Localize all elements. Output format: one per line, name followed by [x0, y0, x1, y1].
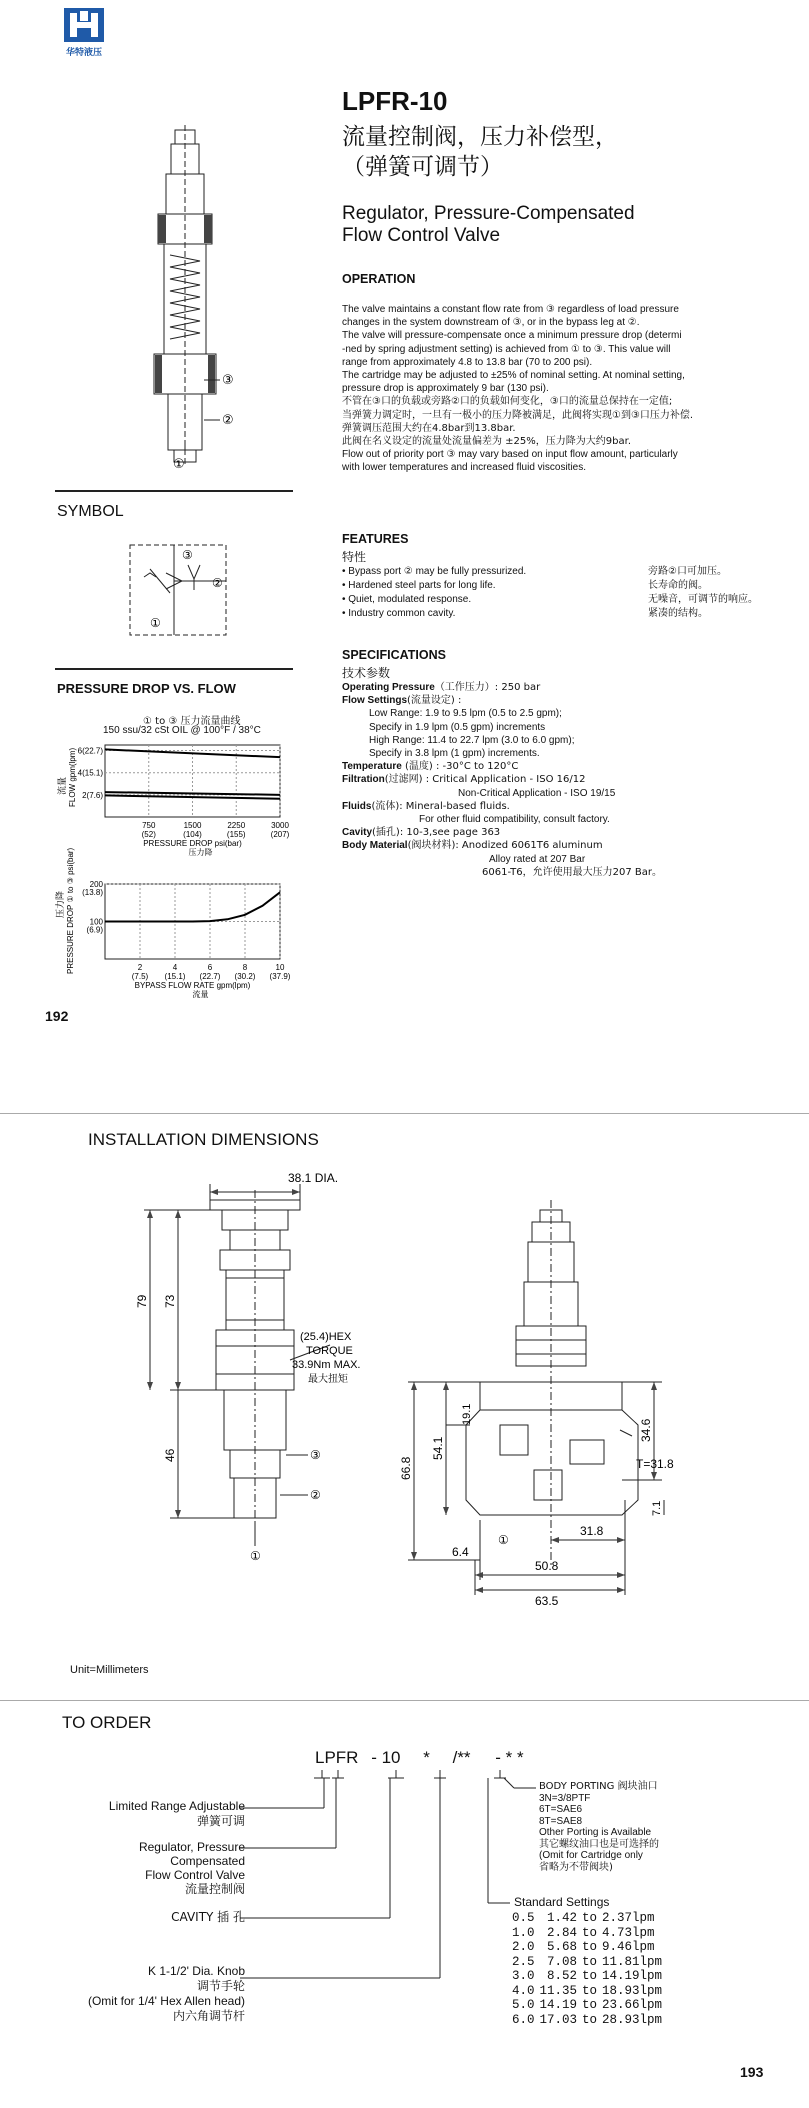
feature-cn: 无噪音，可调节的响应。 — [648, 594, 758, 605]
settings-cell: 17.03 — [539, 2012, 578, 2027]
settings-cell: 0.5 — [512, 1911, 535, 1925]
settings-cell: 9.46lpm — [602, 1940, 655, 1954]
spec-value: Non-Critical Application - ISO 19/15 — [458, 787, 616, 799]
x-tick-sublabel: (30.2) — [234, 972, 256, 981]
y-tick-sublabel: (13.8) — [82, 888, 103, 897]
specifications-list — [342, 681, 662, 879]
feature-item — [342, 607, 782, 621]
dim-54-1: 54.1 — [431, 1436, 445, 1460]
spec-line — [342, 694, 662, 707]
hex-size-label: (25.4)HEX — [300, 1331, 352, 1343]
standard-settings-title: Standard Settings — [514, 1895, 610, 1909]
spec-label: Filtration — [342, 774, 385, 786]
dim-7-1: 7.1 — [651, 1500, 663, 1516]
settings-row — [512, 1969, 667, 1984]
settings-cell: 14.19lpm — [602, 1969, 663, 1983]
x-tick-sublabel: (52) — [141, 830, 156, 839]
dim-73: 73 — [163, 1294, 177, 1308]
features-list — [342, 565, 782, 621]
operation-line: Flow out of priority port ③ may vary based on input flow amount, particularly — [342, 449, 678, 461]
spec-label: Flow Settings — [342, 695, 407, 707]
title-cn-2: （弹簧可调节） — [342, 154, 503, 180]
company-logo — [58, 8, 110, 60]
pressure-drop-vs-bypass-flow-chart — [55, 847, 295, 1014]
title-en-1: Regulator, Pressure-Compensated — [342, 203, 635, 224]
logo-text: 华特液压 — [65, 48, 102, 58]
x-tick-label: 6 — [207, 963, 213, 972]
series-line — [105, 792, 280, 795]
spec-line — [342, 747, 662, 760]
x-tick-label: 1500 — [183, 821, 202, 830]
max-torque-cn-label: 最大扭矩 — [308, 1374, 348, 1385]
operation-line: -ned by spring adjustment setting) is achieved from ① to ③. This value will — [342, 343, 671, 355]
feature-en: • Industry common cavity. — [342, 608, 456, 619]
page-number-left: 192 — [45, 1008, 69, 1024]
torque-value-label: 33.9Nm MAX. — [292, 1359, 361, 1371]
settings-cell: to — [582, 1998, 598, 2012]
x-tick-label: 8 — [242, 963, 248, 972]
spec-line — [342, 681, 662, 694]
settings-cell: 7.08 — [547, 1954, 578, 1969]
dim-port-3: ③ — [310, 1448, 321, 1462]
specifications-heading: SPECIFICATIONS — [342, 648, 446, 662]
spec-label: Operating Pressure — [342, 682, 435, 693]
features-heading-cn: 特性 — [342, 550, 367, 564]
settings-cell: 1.42 — [547, 1911, 578, 1925]
feature-item — [342, 579, 782, 593]
operation-line-cn: 此阀在名义设定的流量处流量偏差为 ±25%，压力降为大约9bar. — [342, 436, 631, 448]
title-en-2: Flow Control Valve — [342, 225, 501, 246]
spec-value: For other fluid compatibility, consult factory. — [419, 814, 610, 826]
settings-cell: 4.0 — [512, 1983, 535, 1998]
x-tick-label: 750 — [142, 821, 156, 830]
spec-line — [342, 839, 662, 852]
feature-cn: 紧凑的结构。 — [648, 608, 708, 619]
settings-cell: 5.0 — [512, 1998, 535, 2012]
section-port-3-label: ③ — [222, 372, 234, 387]
unit-note: Unit=Millimeters — [70, 1664, 149, 1676]
x-axis-label-cn: 流量 — [192, 990, 209, 999]
settings-cell: 3.0 — [512, 1969, 535, 1983]
symbol-rule — [55, 490, 293, 492]
spec-line — [342, 826, 662, 839]
cartridge-section-drawing — [130, 125, 270, 471]
valve-body-dimension-drawing — [400, 1170, 730, 1620]
porting-option: 省略为不带阀块) — [539, 1861, 613, 1873]
settings-cell: to — [582, 1983, 598, 1998]
pressure-drop-heading: PRESSURE DROP VS. FLOW — [57, 681, 236, 696]
x-tick-label: 10 — [275, 963, 285, 972]
settings-cell: 2.0 — [512, 1940, 535, 1954]
spec-value: (过滤网) : Critical Application - ISO 16/12 — [384, 774, 586, 786]
settings-cell: 2.37lpm — [602, 1911, 655, 1925]
operation-line: with lower temperatures and increased fluid viscosities. — [342, 462, 586, 474]
spec-value: Specify in 1.9 lpm (0.5 gpm) increments — [369, 721, 546, 733]
porting-option: Other Porting is Available — [539, 1827, 652, 1838]
settings-row — [512, 2013, 667, 2028]
dim-31-8: 31.8 — [580, 1524, 604, 1538]
symbol-port-3: ③ — [182, 548, 193, 562]
knob-label: K 1-1/2' Dia. Knob — [147, 1964, 245, 1978]
settings-cell: to — [582, 1954, 598, 1969]
feature-item — [342, 593, 782, 607]
chart2-ylabel: PRESSURE DROP ① to ③ psi(bar) — [66, 847, 75, 974]
settings-cell: 18.93lpm — [602, 1983, 663, 1998]
option-regulator — [40, 1840, 245, 1896]
valve-symbol — [130, 545, 250, 645]
symbol-port-2: ② — [212, 576, 223, 590]
feature-cn: 旁路②口可加压。 — [648, 566, 727, 577]
settings-cell: 2.84 — [547, 1925, 578, 1940]
x-tick-sublabel: (22.7) — [199, 972, 221, 981]
series-line — [105, 892, 280, 921]
feature-en: • Quiet, modulated response. — [342, 594, 472, 605]
dim-port-2: ② — [310, 1488, 321, 1502]
x-tick-sublabel: (37.9) — [269, 972, 291, 981]
regulator-line-3: Flow Control Valve — [145, 1868, 245, 1882]
x-tick-label: 2 — [137, 963, 143, 972]
order-rule — [0, 1700, 809, 1701]
settings-row — [512, 1926, 667, 1941]
limited-range-cn-label: 弹簧可调 — [196, 1814, 245, 1828]
x-tick-sublabel: (15.1) — [164, 972, 186, 981]
chart-rule — [55, 668, 293, 670]
dim-79: 79 — [135, 1294, 149, 1308]
code-knob: * — [423, 1748, 430, 1767]
operation-line: range from approximately 4.8 to 13.8 bar (70 to 200 psi). — [342, 356, 593, 368]
section-port-2-label: ② — [222, 412, 234, 427]
settings-cell: 14.19 — [539, 1998, 578, 2012]
symbol-port-1: ① — [150, 616, 161, 630]
spec-value: (流量设定) : — [407, 695, 462, 707]
spec-label: Fluids — [342, 800, 372, 812]
code-size: - 10 — [371, 1748, 401, 1767]
chart1-ylabel-cn: 流量 — [58, 776, 68, 795]
settings-row — [512, 1955, 667, 1970]
settings-row — [512, 1984, 667, 1999]
code-setting: /** — [452, 1748, 471, 1767]
porting-option: 8T=SAE8 — [539, 1815, 583, 1827]
spec-value: 6061-T6，允许使用最大压力207 Bar。 — [482, 866, 662, 878]
spec-line — [342, 800, 662, 813]
body-porting-title: BODY PORTING 阀块油口 — [539, 1781, 658, 1792]
chart2-ylabel-cn: 压力降 — [56, 890, 66, 918]
spec-value: Alloy rated at 207 Bar — [489, 853, 586, 865]
settings-cell: 1.0 — [512, 1925, 535, 1940]
feature-item — [342, 565, 782, 579]
spec-line — [342, 773, 662, 786]
spec-line — [342, 734, 662, 747]
dim-port-1: ① — [250, 1549, 261, 1563]
dim-6-4: 6.4 — [452, 1545, 469, 1559]
flow-vs-pressure-drop-chart — [55, 737, 295, 857]
spec-value: Low Range: 1.9 to 9.5 lpm (0.5 to 2.5 gpm); — [369, 708, 562, 720]
x-tick-sublabel: (207) — [270, 830, 290, 839]
porting-option: 6T=SAE6 — [539, 1804, 583, 1815]
x-tick-sublabel: (7.5) — [131, 972, 149, 981]
porting-option: 3N=3/8PTF — [539, 1792, 591, 1804]
operation-line: The cartridge may be adjusted to ±25% of nominal setting. At nominal setting, — [342, 370, 685, 382]
settings-cell: to — [582, 1969, 598, 1983]
operation-text — [342, 303, 782, 475]
option-cavity: CAVITY 插 孔 — [171, 1910, 245, 1924]
operation-line: changes in the system downstream of ③, or in the bypass leg at ②. — [342, 317, 640, 329]
spec-line — [342, 813, 662, 826]
install-rule — [0, 1113, 809, 1114]
spec-line — [342, 707, 662, 720]
x-axis-label: PRESSURE DROP psi(bar) — [143, 839, 242, 848]
spec-line — [342, 853, 662, 866]
settings-cell: 8.52 — [547, 1969, 578, 1983]
x-tick-label: 2250 — [227, 821, 246, 830]
spec-label: Body Material — [342, 840, 408, 852]
feature-en: • Bypass port ② may be fully pressurized. — [342, 566, 527, 577]
feature-en: • Hardened steel parts for long life. — [342, 580, 496, 591]
dim-19-1: 19.1 — [461, 1403, 473, 1425]
order-code — [315, 1748, 524, 1768]
y-tick-label: 4(15.1) — [77, 768, 103, 778]
dim-63-5: 63.5 — [535, 1594, 559, 1608]
spec-value: (温度) : -30°C to 120°C — [401, 761, 519, 773]
option-limited-range — [40, 1799, 245, 1829]
spec-value: High Range: 11.4 to 22.7 lpm (3.0 to 6.0 gpm); — [369, 734, 575, 746]
y-tick-label: 6(22.7) — [77, 746, 103, 756]
dim-46: 46 — [163, 1448, 177, 1462]
spec-value: (插孔): 10-3,see page 363 — [372, 827, 501, 839]
spec-line — [342, 787, 662, 800]
y-tick-sublabel: (6.9) — [86, 925, 103, 935]
standard-settings-table — [512, 1911, 667, 2027]
page-number-right: 193 — [740, 2064, 764, 2080]
x-tick-label: 3000 — [271, 821, 289, 830]
y-tick-label: 2(7.6) — [82, 790, 103, 800]
spec-line — [342, 760, 662, 773]
y-tick-label: 200 — [89, 880, 103, 889]
settings-cell: 11.81lpm — [602, 1954, 663, 1969]
dim-50-8: 50.8 — [535, 1559, 559, 1573]
porting-option: (Omit for Cartridge only — [539, 1850, 643, 1861]
model-title: LPFR-10 — [342, 86, 448, 116]
code-porting: - * * — [495, 1748, 524, 1767]
dim-port-1-body: ① — [498, 1533, 509, 1547]
spec-label: Temperature — [342, 761, 402, 773]
operation-line-cn: 弹簧调压范围大约在4.8bar到13.8bar. — [342, 422, 516, 434]
to-order-heading: TO ORDER — [62, 1713, 152, 1732]
spec-value: (流体): Mineral-based fluids. — [371, 800, 510, 812]
settings-row — [512, 1911, 667, 1926]
chart1-title: ① to ③ 压力流量曲线 — [143, 716, 241, 727]
specifications-heading-cn: 技术参数 — [342, 666, 391, 680]
omit-allen-label: (Omit for 1/4' Hex Allen head) — [87, 1994, 245, 2008]
body-porting-block — [539, 1781, 659, 1873]
regulator-line-2: Compensated — [170, 1854, 245, 1868]
x-tick-label: 4 — [172, 963, 178, 972]
operation-line: pressure drop is approximately 9 bar (130 psi). — [342, 383, 549, 395]
chart1-ylabel: FLOW gpm(lpm) — [68, 747, 77, 807]
settings-cell: 5.68 — [547, 1940, 578, 1954]
x-axis-label: BYPASS FLOW RATE gpm(lpm) — [134, 981, 251, 990]
operation-heading: OPERATION — [342, 272, 416, 286]
limited-range-label: Limited Range Adjustable — [108, 1799, 245, 1813]
operation-line-cn: 当弹簧力调定时，一旦有一极小的压力降被满足，此阀将实现①到③口压力补偿. — [342, 409, 694, 421]
settings-cell: 6.0 — [512, 2012, 535, 2027]
torque-label: TORQUE — [306, 1345, 353, 1357]
spec-value: Specify in 3.8 lpm (1 gpm) increments. — [369, 748, 540, 760]
x-axis-label-cn: 压力降 — [188, 848, 213, 857]
spec-value: (阀块材料): Anodized 6061T6 aluminum — [407, 840, 603, 852]
settings-cell: 11.35 — [539, 1983, 578, 1998]
dim-34-6: 34.6 — [639, 1418, 653, 1442]
dim-66-8: 66.8 — [399, 1456, 413, 1480]
section-port-1-label: ① — [173, 456, 185, 471]
settings-row — [512, 1940, 667, 1955]
spec-line — [342, 866, 662, 879]
install-heading: INSTALLATION DIMENSIONS — [88, 1130, 319, 1149]
settings-cell: 28.93lpm — [602, 2012, 663, 2027]
x-tick-sublabel: (155) — [226, 830, 246, 839]
y-tick-label: 100 — [89, 917, 103, 927]
code-lpfr: LPFR — [315, 1748, 359, 1767]
option-knob — [40, 1964, 245, 2024]
settings-cell: 2.5 — [512, 1954, 535, 1969]
allen-cn-label: 内六角调节杆 — [172, 2009, 245, 2023]
chart1-subtitle: 150 ssu/32 cSt OIL @ 100°F / 38°C — [103, 725, 261, 736]
feature-cn: 长寿命的阀。 — [648, 580, 708, 591]
settings-cell: 23.66lpm — [602, 1998, 663, 2012]
settings-row — [512, 1998, 667, 2013]
settings-cell: to — [582, 1940, 598, 1954]
settings-cell: to — [582, 1925, 598, 1940]
knob-cn-label: 调节手轮 — [196, 1979, 245, 1993]
operation-line: The valve maintains a constant flow rate from ③ regardless of load pressure — [342, 304, 679, 315]
dim-t-31-8: T=31.8 — [636, 1457, 674, 1471]
operation-line-cn: 不管在③口的负载或旁路②口的负载如何变化，③口的流量总保持在一定值; — [342, 396, 673, 408]
title-cn-1: 流量控制阀，压力补偿型， — [342, 124, 618, 150]
spec-value: （工作压力）: 250 bar — [434, 682, 541, 693]
settings-cell: to — [582, 1911, 598, 1925]
x-tick-sublabel: (104) — [183, 830, 202, 839]
porting-option: 其它螺纹油口也是可选择的 — [539, 1838, 659, 1850]
symbol-heading: SYMBOL — [57, 503, 124, 520]
features-heading: FEATURES — [342, 532, 409, 546]
spec-label: Cavity — [342, 827, 373, 839]
settings-cell: to — [582, 2012, 598, 2027]
regulator-cn-label: 流量控制阀 — [184, 1882, 245, 1896]
dim-38-1-dia: 38.1 DIA. — [288, 1171, 339, 1185]
settings-cell: 4.73lpm — [602, 1925, 655, 1940]
regulator-line-1: Regulator, Pressure — [138, 1840, 245, 1854]
operation-line: The valve will pressure-compensate once a minimum pressure drop (determi — [342, 330, 682, 342]
spec-line — [342, 721, 662, 734]
